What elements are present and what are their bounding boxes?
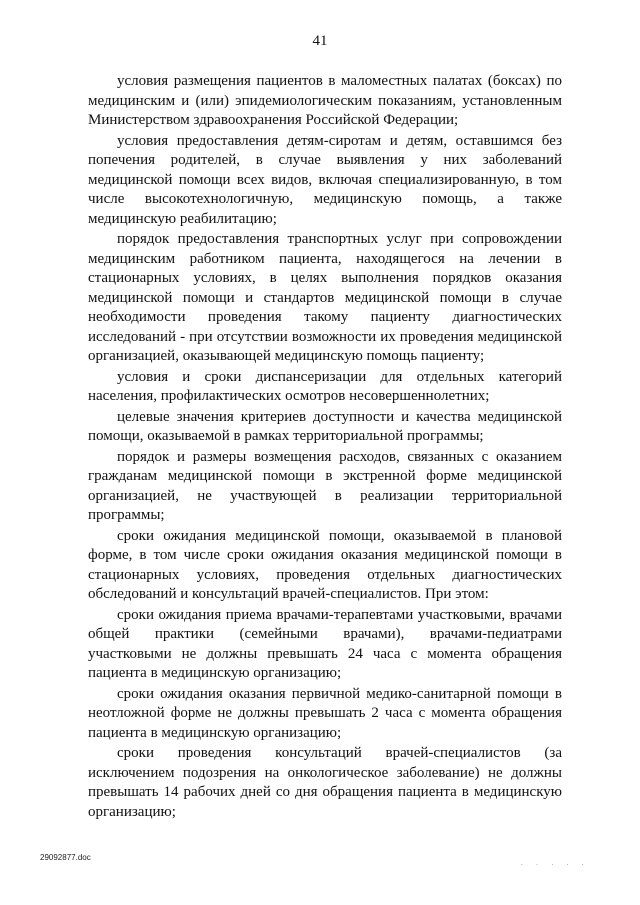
paragraph: сроки ожидания оказания первичной медико-санитарной помощи в неотложной форме не должны превышать 2 часа с момента обращения пациента в медицинскую организацию; — [88, 685, 562, 741]
paragraph: сроки ожидания медицинской помощи, оказываемой в плановой форме, в том числе сроки ожидания оказания медицинской помощи в стационарных условиях, проведения отдельных диагностических обследований и консультаций врачей-специалистов. При этом: — [88, 527, 562, 602]
page-number: 41 — [312, 33, 328, 49]
paragraph: условия размещения пациентов в маломестных палатах (боксах) по медицинским и (или) эпидемиологическим показаниям, установленным Министерством здравоохранения Российской Федерации; — [88, 73, 562, 128]
paragraph: условия и сроки диспансеризации для отдельных категорий населения, профилактических осмотров несовершеннолетних; — [88, 368, 562, 404]
paragraph: условия предоставления детям-сиротам и детям, оставшимся без попечения родителей, в случае выявления у них заболеваний медицинской помощи всех видов, включая специализированную, в том числе высокотехнологичную, медицинскую помощь, а также медицинскую реабилитацию; — [88, 132, 562, 227]
paragraph: целевые значения критериев доступности и качества медицинской помощи, оказываемой в рамках территориальной программы; — [88, 408, 562, 444]
document-body — [88, 72, 562, 822]
scan-marks: . . . . . — [520, 860, 589, 867]
paragraph: порядок и размеры возмещения расходов, связанных с оказанием гражданам медицинской помощи в экстренной форме медицинской организацией, не участвующей в реализации территориальной программы; — [88, 448, 562, 523]
footer-file-code: 29092877.doc — [40, 853, 91, 862]
paragraph: сроки проведения консультаций врачей-специалистов (за исключением подозрения на онкологическое заболевание) не должны превышать 14 рабочих дней со дня обращения пациента в медицинскую организацию; — [88, 745, 562, 820]
paragraph: порядок предоставления транспортных услуг при сопровождении медицинским работником пациента, находящегося на лечении в стационарных условиях, в целях выполнения порядков оказания медицинской помощи и стандартов медицинской помощи в случае необходимости проведения такому пациенту диагностических исследований - при отсутствии возможности их проведения медицинской организацией, оказывающей медицинскую помощь пациенту; — [88, 231, 562, 364]
paragraph: сроки ожидания приема врачами-терапевтами участковыми, врачами общей практики (семейными врачами), врачами-педиатрами участковыми не должны превышать 24 часа с момента обращения пациента в медицинскую организацию; — [88, 606, 562, 681]
